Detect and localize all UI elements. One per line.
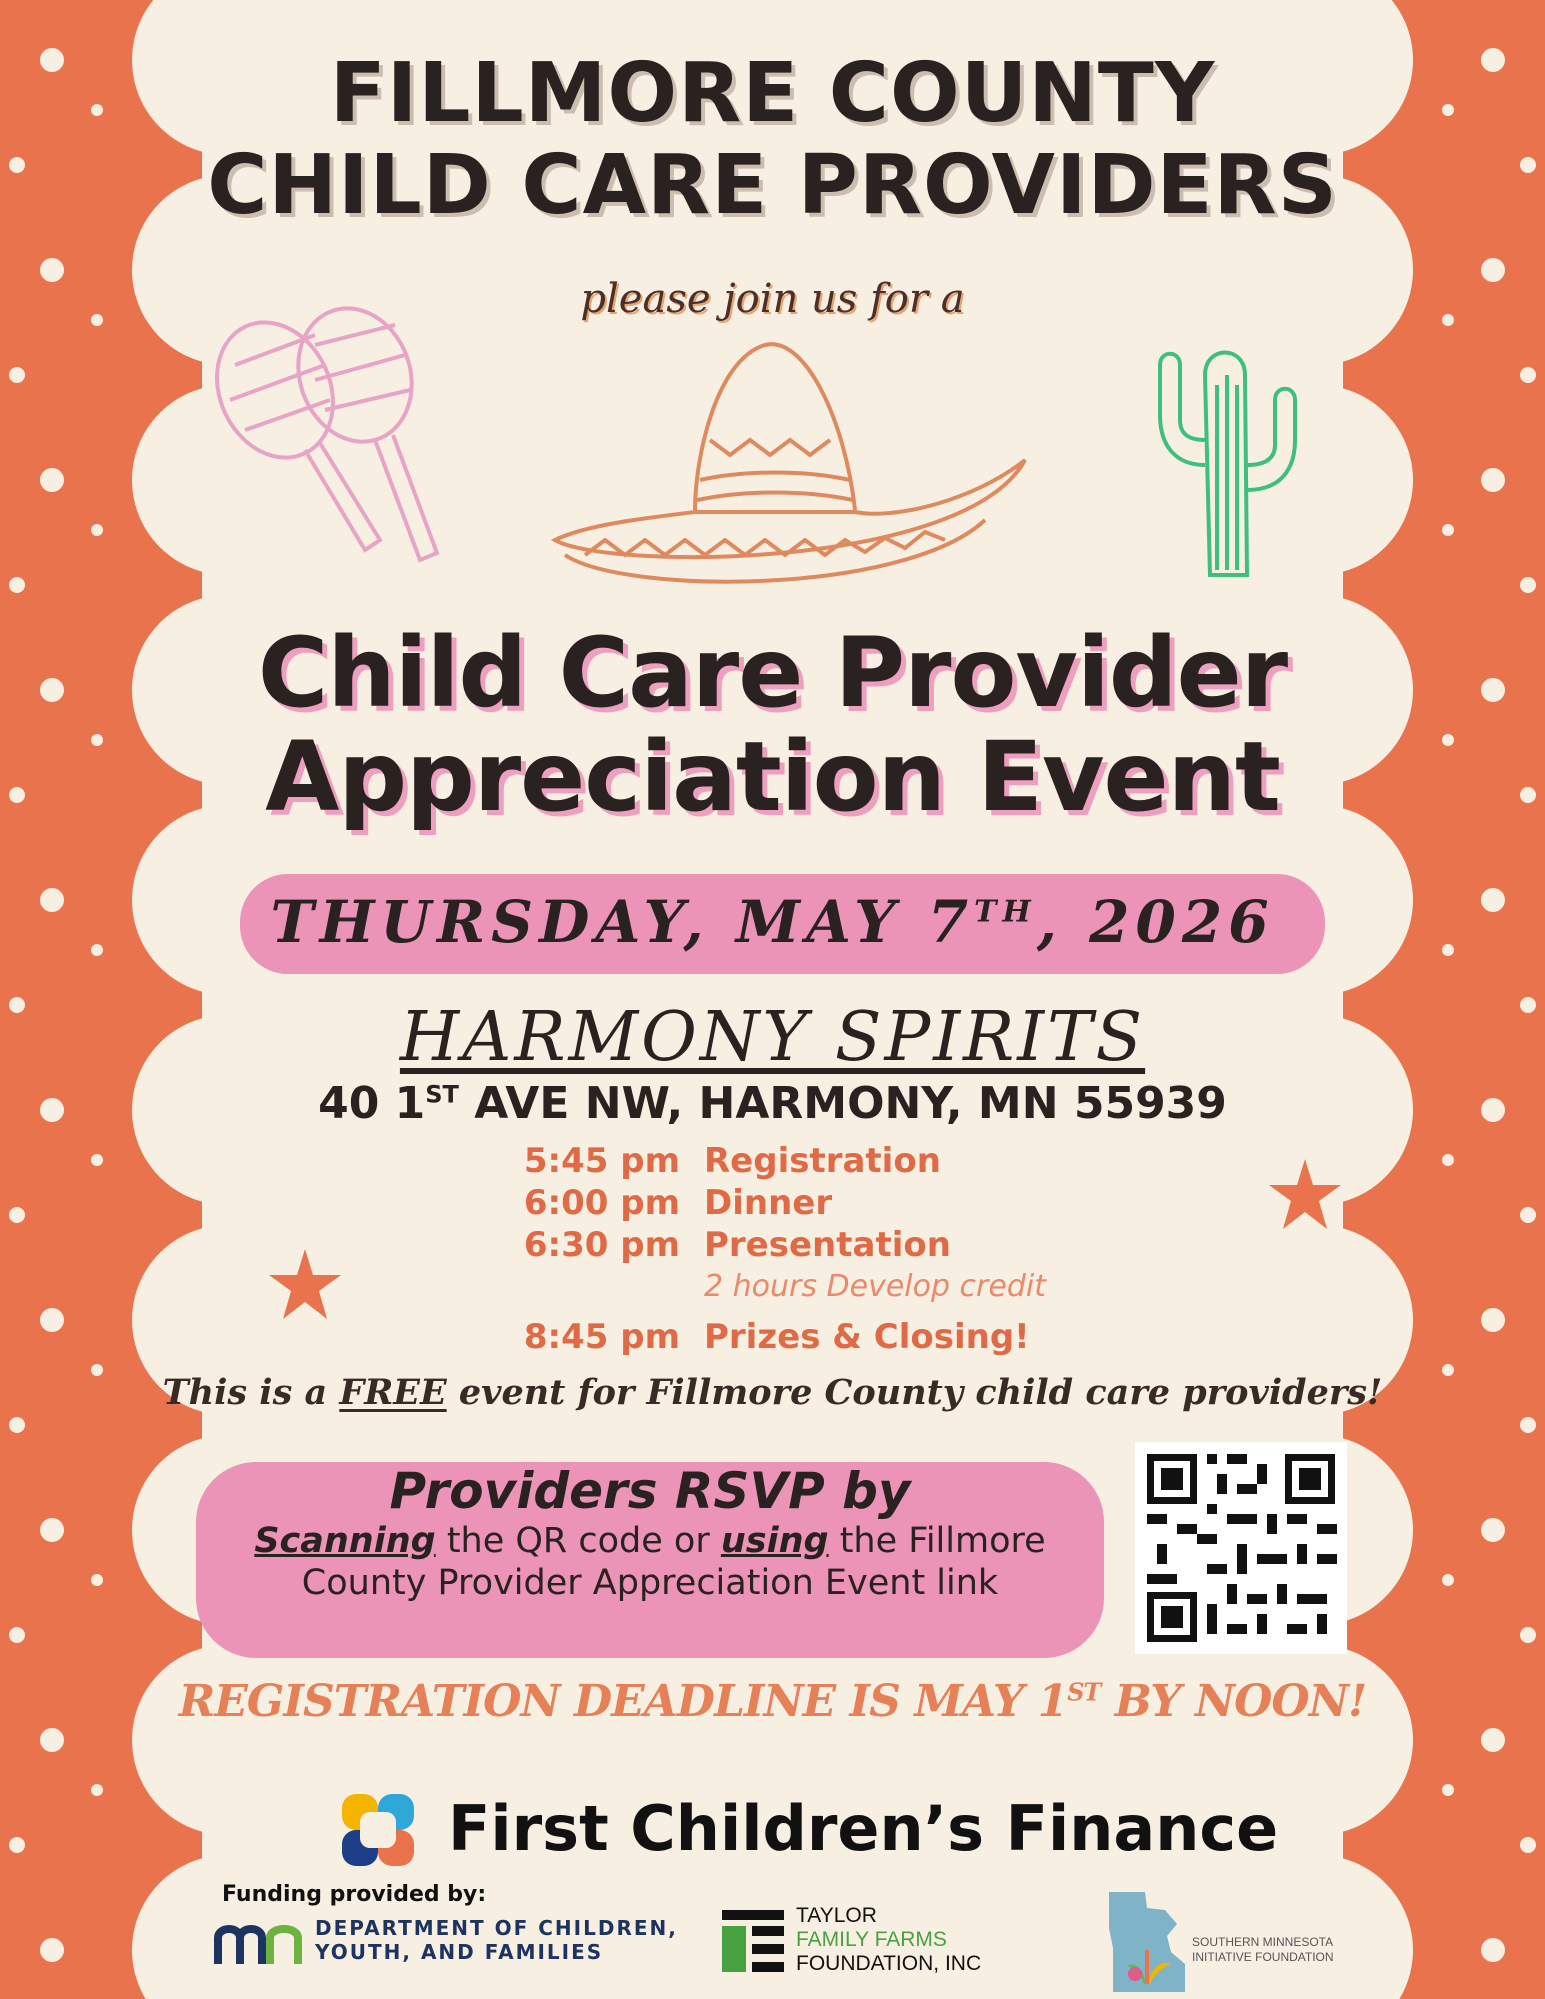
schedule-item: Prizes & Closing!: [704, 1317, 1030, 1357]
venue-name: HARMONY SPIRITS: [399, 998, 1146, 1077]
smif-minnesota-logo-icon: [1105, 1888, 1195, 1996]
free-post: event for Fillmore County child care providers!: [446, 1372, 1383, 1413]
date-year: , 2026: [1036, 888, 1275, 956]
event-date: [0, 888, 1545, 956]
address-end: AVE NW, HARMONY, MN 55939: [458, 1078, 1227, 1129]
date-suffix: TH: [974, 894, 1037, 930]
heading-line-2: CHILD CARE PROVIDERS: [207, 137, 1338, 233]
cactus-icon: [1145, 325, 1310, 580]
taylor-line-2: FAMILY FARMS: [796, 1928, 947, 1951]
registration-deadline: [0, 1676, 1545, 1727]
star-icon: [1265, 1155, 1345, 1235]
rsvp-heading: Providers RSVP by: [389, 1462, 911, 1520]
event-title-line-2: Appreciation Event: [265, 720, 1280, 833]
schedule-row: [470, 1182, 1170, 1224]
maracas-icon: [205, 305, 455, 580]
schedule-item: Registration: [704, 1141, 941, 1181]
schedule-row: [470, 1140, 1170, 1182]
first-childrens-finance-name: First Children’s Finance: [448, 1792, 1279, 1865]
rsvp-text: the Fillmore: [828, 1521, 1046, 1561]
mn-logo-icon: [214, 1920, 306, 1968]
dcyf-line-2: YOUTH, AND FAMILIES: [315, 1940, 604, 1964]
event-title: [0, 617, 1545, 833]
smif-name: [1192, 1935, 1334, 1965]
rsvp-scanning: Scanning: [254, 1521, 436, 1561]
rsvp-event-link[interactable]: County Provider Appreciation Event link: [301, 1563, 999, 1603]
schedule-row: [470, 1316, 1170, 1358]
deadline-suffix: ST: [1067, 1677, 1101, 1707]
join-text: please join us for a: [580, 276, 965, 322]
taylor-family-farms-name: [796, 1904, 981, 1976]
event-title-line-1: Child Care Provider: [257, 617, 1288, 729]
free-emphasis: FREE: [339, 1372, 447, 1413]
heading-line-1: FILLMORE COUNTY: [329, 46, 1216, 141]
schedule-row: [470, 1224, 1170, 1266]
rsvp-text: the QR code or: [435, 1521, 721, 1561]
deadline-pre: REGISTRATION DEADLINE IS MAY 1: [178, 1676, 1068, 1727]
schedule-row: [470, 1266, 1170, 1308]
schedule-time: 6:00 pm: [523, 1183, 680, 1223]
smif-line-2: INITIATIVE FOUNDATION: [1192, 1950, 1334, 1964]
schedule-time: 8:45 pm: [523, 1317, 680, 1357]
sombrero-icon: [545, 340, 1035, 610]
deadline-post: BY NOON!: [1100, 1676, 1367, 1727]
free-pre: This is a: [162, 1372, 340, 1413]
venue-address: [0, 1078, 1545, 1129]
schedule-item: Presentation: [704, 1225, 951, 1265]
schedule-note: 2 hours Develop credit: [704, 1269, 1046, 1304]
rsvp-instructions: [196, 1520, 1104, 1604]
rsvp-qr-code[interactable]: [1135, 1442, 1347, 1654]
dcyf-name: [315, 1916, 678, 1964]
schedule: [470, 1140, 1170, 1358]
address-start: 40 1: [318, 1078, 426, 1129]
funding-label: Funding provided by:: [222, 1882, 487, 1907]
rsvp-using: using: [720, 1521, 829, 1561]
date-main: THURSDAY, MAY 7: [270, 888, 975, 956]
first-childrens-finance-logo-icon: [338, 1790, 418, 1870]
county-heading: [0, 48, 1545, 232]
schedule-item: Dinner: [704, 1183, 833, 1223]
taylor-line-1: TAYLOR: [796, 1904, 877, 1927]
schedule-time: 6:30 pm: [523, 1225, 680, 1265]
star-icon: [265, 1245, 345, 1325]
address-suffix: ST: [425, 1080, 459, 1109]
smif-line-1: SOUTHERN MINNESOTA: [1192, 1935, 1334, 1949]
free-event-note: [0, 1372, 1545, 1413]
schedule-time: 5:45 pm: [523, 1141, 680, 1181]
taylor-family-farms-logo-icon: [722, 1910, 784, 1972]
taylor-line-3: FOUNDATION, INC: [796, 1952, 982, 1975]
dcyf-line-1: DEPARTMENT OF CHILDREN,: [315, 1916, 678, 1940]
